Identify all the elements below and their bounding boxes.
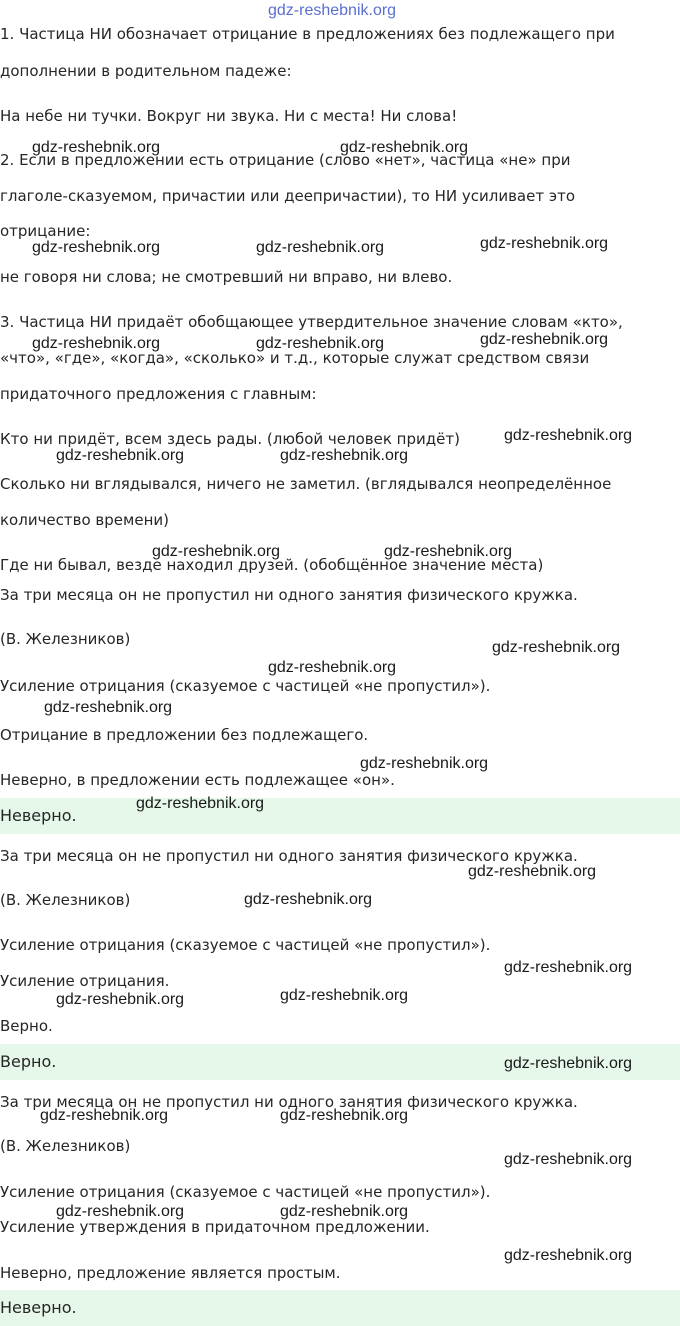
watermark-text: gdz-reshebnik.org bbox=[480, 235, 609, 252]
watermark-text: gdz-reshebnik.org bbox=[56, 447, 185, 464]
watermark-text: gdz-reshebnik.org bbox=[504, 427, 633, 444]
rule-2-line-2: глаголе-сказуемом, причастии или деепричастии), то НИ усиливает это bbox=[0, 187, 576, 205]
block-3-claim: Усиление утверждения в придаточном предложении. bbox=[0, 1218, 430, 1236]
rule-3-example-1: Кто ни придёт, всем здесь рады. (любой человек придёт) bbox=[0, 430, 460, 448]
rule-2-line-1: 2. Если в предложении есть отрицание (слово «нет», частица «не» при bbox=[0, 151, 571, 169]
block-1-sentence: За три месяца он не пропустил ни одного занятия физического кружка. bbox=[0, 586, 578, 604]
watermark-text: gdz-reshebnik.org bbox=[468, 863, 597, 880]
watermark-text: gdz-reshebnik.org bbox=[44, 699, 173, 716]
watermark-text: gdz-reshebnik.org bbox=[32, 335, 161, 352]
watermark-text: gdz-reshebnik.org bbox=[32, 239, 161, 256]
block-1-verdict: Неверно. bbox=[0, 806, 77, 825]
watermark-text: gdz-reshebnik.org bbox=[56, 1203, 185, 1220]
block-3-explanation: Неверно, предложение является простым. bbox=[0, 1264, 341, 1282]
header-watermark: gdz-reshebnik.org bbox=[268, 2, 397, 19]
block-1-option: Усиление отрицания (сказуемое с частицей «не пропустил»). bbox=[0, 677, 491, 695]
rule-1-line-2: дополнении в родительном падеже: bbox=[0, 62, 292, 80]
rule-3-line-1: 3. Частица НИ придаёт обобщающее утвердительное значение словам «кто», bbox=[0, 313, 623, 331]
block-2-option: Усиление отрицания (сказуемое с частицей «не пропустил»). bbox=[0, 936, 491, 954]
rule-1-example: На небе ни тучки. Вокруг ни звука. Ни с места! Ни слова! bbox=[0, 107, 458, 125]
watermark-text: gdz-reshebnik.org bbox=[136, 795, 265, 812]
watermark-text: gdz-reshebnik.org bbox=[504, 1151, 633, 1168]
block-1-claim: Отрицание в предложении без подлежащего. bbox=[0, 726, 369, 744]
block-1-author: (В. Железников) bbox=[0, 630, 131, 648]
watermark-text: gdz-reshebnik.org bbox=[280, 447, 409, 464]
watermark-text: gdz-reshebnik.org bbox=[256, 335, 385, 352]
watermark-text: gdz-reshebnik.org bbox=[244, 891, 373, 908]
watermark-text: gdz-reshebnik.org bbox=[504, 959, 633, 976]
watermark-text: gdz-reshebnik.org bbox=[492, 639, 621, 656]
block-3-sentence: За три месяца он не пропустил ни одного занятия физического кружка. bbox=[0, 1093, 578, 1111]
watermark-text: gdz-reshebnik.org bbox=[32, 139, 161, 156]
rule-3-line-2: «что», «где», «когда», «сколько» и т.д., которые служат средством связи bbox=[0, 349, 590, 367]
watermark-text: gdz-reshebnik.org bbox=[280, 987, 409, 1004]
block-2-author: (В. Железников) bbox=[0, 891, 131, 909]
block-2-claim: Усиление отрицания. bbox=[0, 972, 170, 990]
rule-1-line-1: 1. Частица НИ обозначает отрицание в предложениях без подлежащего при bbox=[0, 25, 615, 43]
block-3-verdict-band bbox=[0, 1290, 680, 1326]
block-3-author: (В. Железников) bbox=[0, 1137, 131, 1155]
rule-2-line-3: отрицание: bbox=[0, 222, 91, 240]
watermark-text: gdz-reshebnik.org bbox=[360, 755, 489, 772]
watermark-text: gdz-reshebnik.org bbox=[340, 139, 469, 156]
rule-3-example-2-line-1: Сколько ни вглядывался, ничего не заметил. (вглядывался неопределённое bbox=[0, 475, 612, 493]
watermark-text: gdz-reshebnik.org bbox=[40, 1107, 169, 1124]
watermark-text: gdz-reshebnik.org bbox=[280, 1203, 409, 1220]
block-2-sentence: За три месяца он не пропустил ни одного занятия физического кружка. bbox=[0, 847, 578, 865]
block-2-verdict: Верно. bbox=[0, 1052, 57, 1071]
watermark-text: gdz-reshebnik.org bbox=[256, 239, 385, 256]
rule-3-example-3: Где ни бывал, везде находил друзей. (обобщённое значение места) bbox=[0, 556, 544, 574]
watermark-text: gdz-reshebnik.org bbox=[280, 1107, 409, 1124]
block-1-verdict-band bbox=[0, 798, 680, 834]
watermark-text: gdz-reshebnik.org bbox=[152, 543, 281, 560]
watermark-text: gdz-reshebnik.org bbox=[384, 543, 513, 560]
rule-3-example-2-line-2: количество времени) bbox=[0, 511, 169, 529]
rule-2-example: не говоря ни слова; не смотревший ни вправо, ни влево. bbox=[0, 268, 453, 286]
watermark-text: gdz-reshebnik.org bbox=[480, 331, 609, 348]
block-1-explanation: Неверно, в предложении есть подлежащее «он». bbox=[0, 771, 395, 789]
watermark-text: gdz-reshebnik.org bbox=[504, 1055, 633, 1072]
block-3-option: Усиление отрицания (сказуемое с частицей «не пропустил»). bbox=[0, 1183, 491, 1201]
rule-3-line-3: придаточного предложения с главным: bbox=[0, 385, 317, 403]
watermark-text: gdz-reshebnik.org bbox=[504, 1247, 633, 1264]
block-3-verdict: Неверно. bbox=[0, 1298, 77, 1317]
watermark-text: gdz-reshebnik.org bbox=[268, 659, 397, 676]
block-2-explanation: Верно. bbox=[0, 1017, 53, 1035]
watermark-text: gdz-reshebnik.org bbox=[56, 991, 185, 1008]
